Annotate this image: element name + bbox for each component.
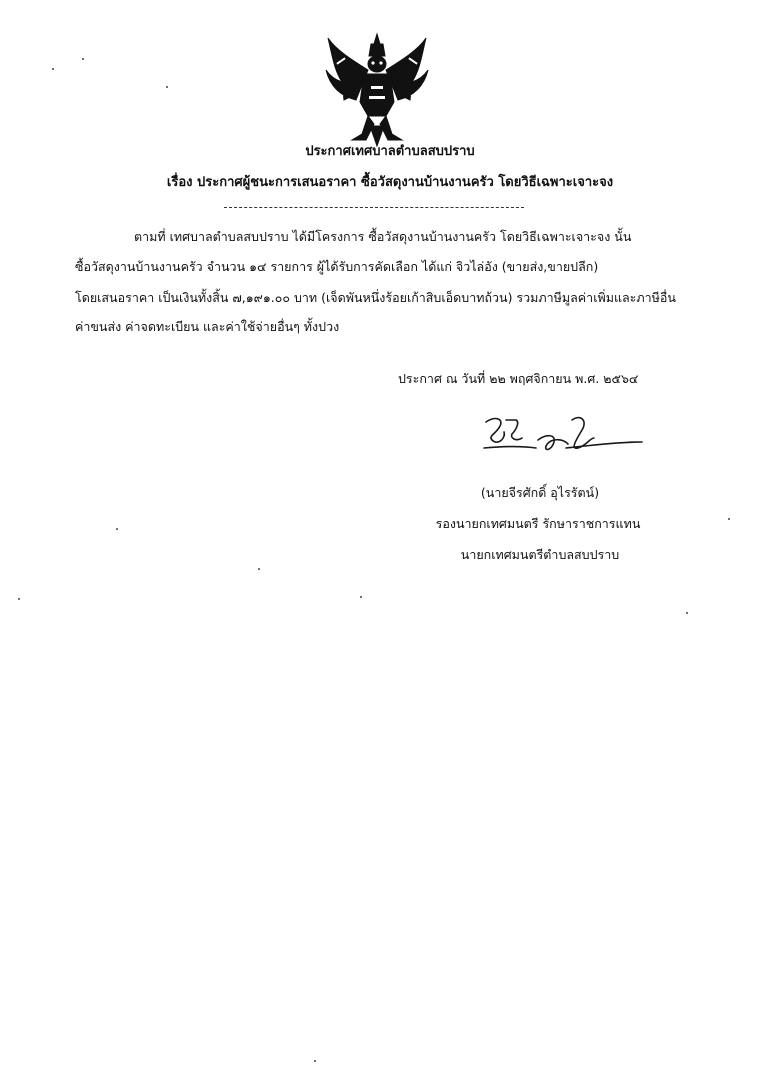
body-paragraph-line: โดยเสนอราคา เป็นเงินทั้งสิ้น ๗,๑๙๑.๐๐ บาท (เจ็ดพันหนึ่งร้อยเก้าสิบเอ็ดบาทถ้วน) รวมภาษีมูลค่าเพิ่มและภาษีอื่น	[75, 290, 676, 305]
scan-speck	[116, 528, 118, 530]
garuda-emblem-icon	[322, 30, 432, 148]
scan-speck	[728, 518, 730, 520]
divider-line	[224, 207, 524, 208]
scan-speck	[18, 598, 20, 600]
signatory-name: (นายจีรศักดิ์ อุไรรัตน์)	[480, 485, 600, 500]
scan-speck	[82, 58, 84, 60]
handwritten-signature	[476, 408, 646, 460]
announcement-date: ประกาศ ณ วันที่ ๒๒ พฤศจิกายน พ.ศ. ๒๕๖๔	[398, 371, 639, 386]
scan-speck	[314, 1060, 316, 1062]
scan-speck	[360, 596, 362, 598]
scan-speck	[52, 68, 54, 70]
scan-speck	[686, 612, 688, 614]
signatory-position: นายกเทศมนตรีตำบลสบปราบ	[460, 547, 620, 562]
document-subject: เรื่อง ประกาศผู้ชนะการเสนอราคา ซื้อวัสดุงานบ้านงานครัว โดยวิธีเฉพาะเจาะจง	[166, 175, 614, 190]
body-paragraph-line: ตามที่ เทศบาลตำบลสบปราบ ได้มีโครงการ ซื้อวัสดุงานบ้านงานครัว โดยวิธีเฉพาะเจาะจง นั้น	[134, 229, 632, 244]
scan-speck	[166, 86, 168, 88]
scan-speck	[258, 568, 260, 570]
signatory-position: รองนายกเทศมนตรี รักษาราชการแทน	[435, 516, 641, 531]
organization-title: ประกาศเทศบาลตำบลสบปราบ	[305, 144, 475, 159]
body-paragraph-line: ซื้อวัสดุงานบ้านงานครัว จำนวน ๑๔ รายการ ผู้ได้รับการคัดเลือก ได้แก่ จิวไล่อัง (ขายส่ง,ขายปลีก)	[75, 259, 599, 274]
body-paragraph-line: ค่าขนส่ง ค่าจดทะเบียน และค่าใช้จ่ายอื่นๆ ทั้งปวง	[75, 319, 340, 334]
